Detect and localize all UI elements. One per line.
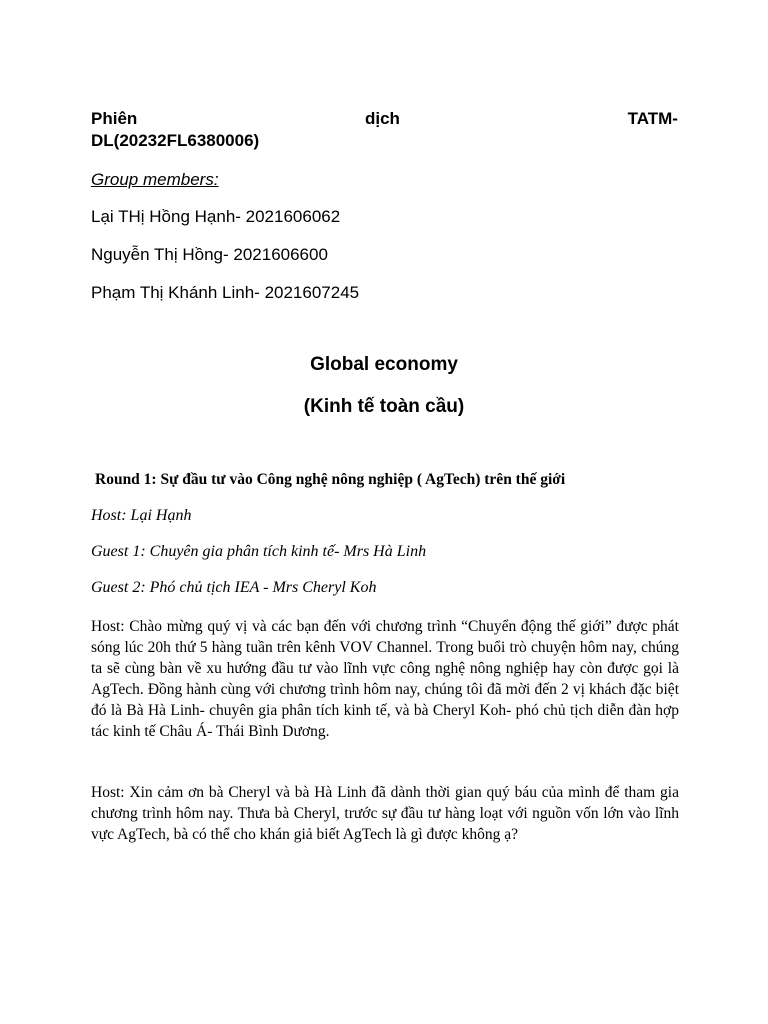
guest2-line: Guest 2: Phó chủ tịch IEA - Mrs Cheryl Koh: [91, 579, 377, 596]
paragraph: Host: Xin cảm ơn bà Cheryl và bà Hà Linh đã dành thời gian quý báu của mình để tham gia chương trình hôm nay. Thưa bà Cheryl, trước sự đầu tư hàng loạt với nguồn vốn lớn vào lĩnh vực AgTech, bà có thể cho khán giả biết AgTech là gì được không ạ?: [91, 784, 679, 843]
title-line-2: DL(20232FL6380006): [91, 131, 260, 150]
host-line: Host: Lại Hạnh: [91, 507, 192, 524]
member-item: Nguyễn Thị Hồng- 2021606600: [91, 245, 328, 264]
document-title: [91, 108, 678, 152]
paragraph: Host: Chào mừng quý vị và các bạn đến với chương trình “Chuyển động thế giới” được phát sóng lúc 20h thứ 5 hàng tuần trên kênh VOV Channel. Trong buổi trò chuyện hôm nay, chúng ta sẽ cùng bàn về xu hướng đầu tư vào lĩnh vực công nghệ nông nghiệp hay còn được gọi là AgTech. Đồng hành cùng với chương trình hôm nay, chúng tôi đã mời đến 2 vị khách đặc biệt đó là Bà Hà Linh- chuyên gia phân tích kinh tế, và bà Cheryl Koh- phó chủ tịch diễn đàn hợp tác kinh tế Châu Á- Thái Bình Dương.: [91, 618, 679, 740]
section-heading: Global economy: [310, 354, 458, 375]
member-item: Phạm Thị Khánh Linh- 2021607245: [91, 283, 360, 302]
title-line-1: [91, 108, 678, 130]
guest1-line: Guest 1: Chuyên gia phân tích kinh tế- Mrs Hà Linh: [91, 543, 427, 560]
title-word: dịch: [364, 109, 400, 128]
round-title: Round 1: Sự đầu tư vào Công nghệ nông nghiệp ( AgTech) trên thế giới: [95, 471, 566, 488]
title-word: Phiên: [91, 109, 138, 128]
member-item: Lại THị Hồng Hạnh- 2021606062: [91, 207, 341, 226]
title-word: TATM-: [627, 109, 678, 128]
section-subheading: (Kinh tế toàn cầu): [303, 396, 465, 417]
group-members-label: Group members:: [91, 170, 219, 189]
